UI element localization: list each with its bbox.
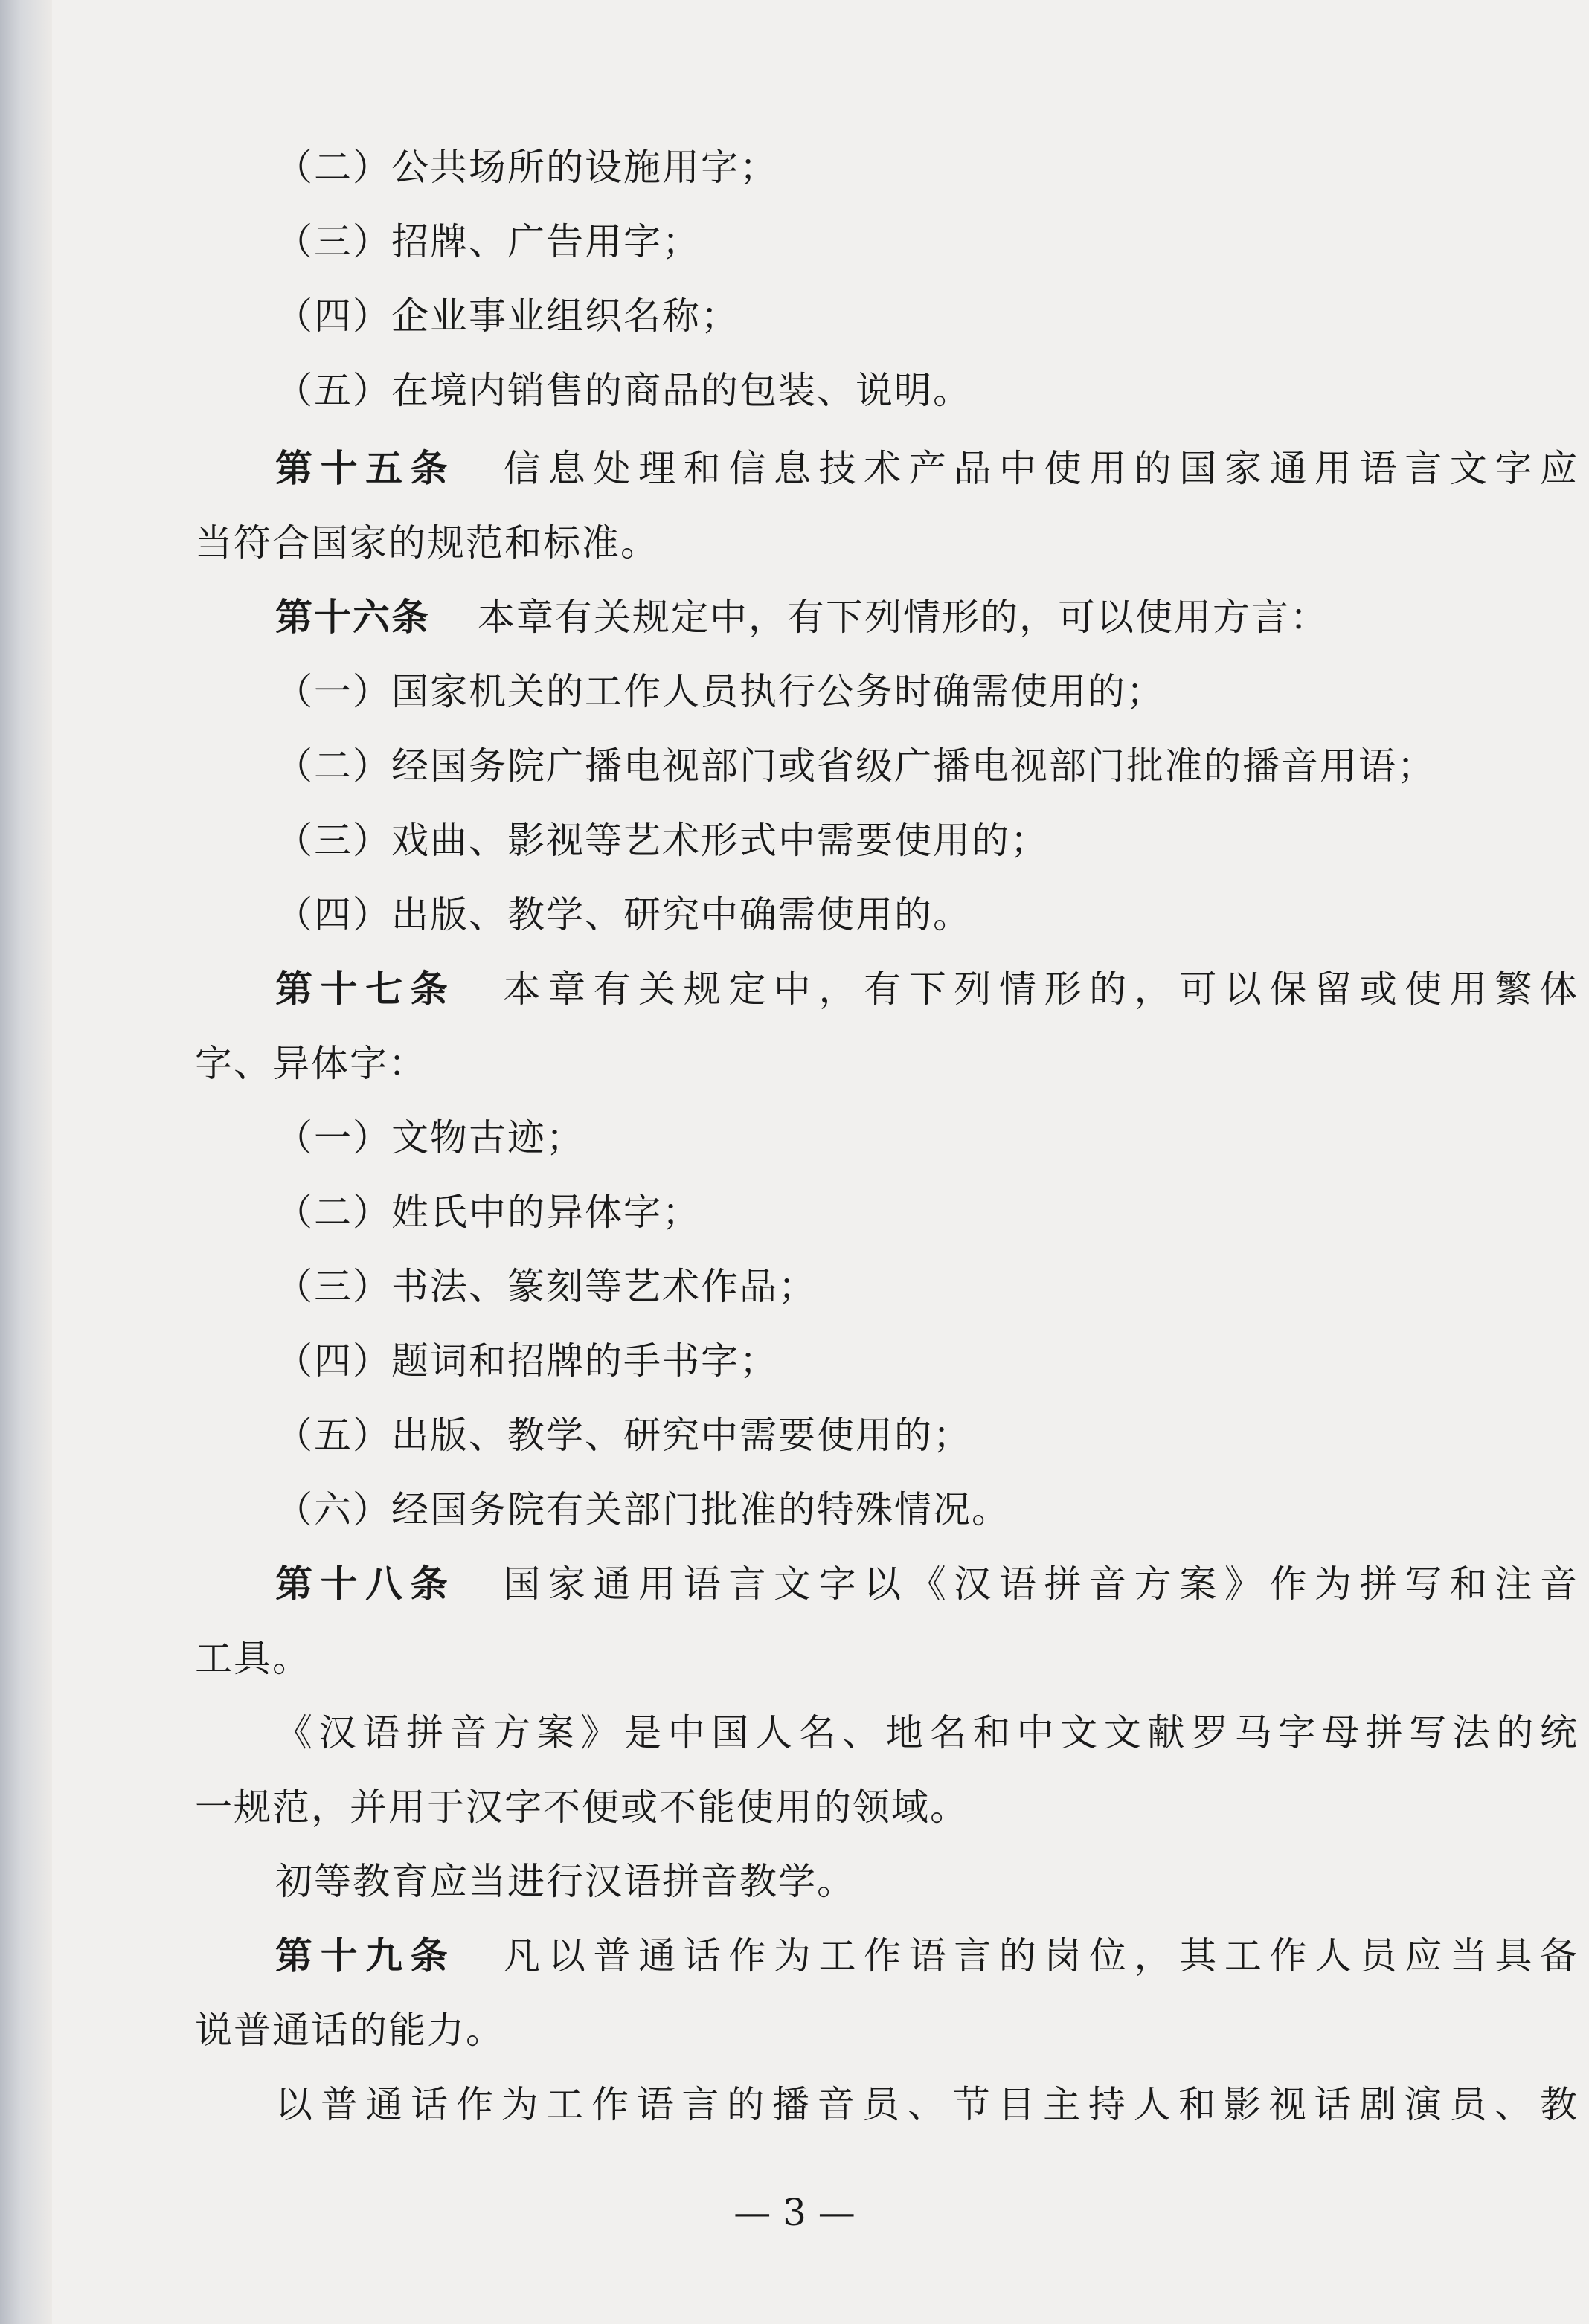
clause-line: （五）在境内销售的商品的包装、说明。 [275,369,972,412]
article-heading: 第十七条 [275,968,456,1011]
clause-line: （一）国家机关的工作人员执行公务时确需使用的； [275,670,1165,713]
article-19-line: 第十九条 凡以普通话作为工作语言的岗位，其工作人员应当具备 [275,1934,1579,1977]
clause-line: （二）公共场所的设施用字； [275,146,778,189]
paragraph-line: 一规范，并用于汉字不便或不能使用的领域。 [195,1786,969,1829]
paragraph-line: 《汉语拼音方案》是中国人名、地名和中文文献罗马字母拼写法的统 [275,1711,1579,1754]
article-heading: 第十五条 [275,447,456,490]
paragraph-line: 初等教育应当进行汉语拼音教学。 [275,1860,856,1903]
clause-line: （六）经国务院有关部门批准的特殊情况。 [275,1488,1010,1531]
clause-line: （四）出版、教学、研究中确需使用的。 [275,893,972,936]
clause-line: （五）出版、教学、研究中需要使用的； [275,1414,972,1457]
paragraph-line: 当符合国家的规范和标准。 [195,521,659,564]
paragraph-line: 说普通话的能力。 [195,2009,504,2052]
clause-line: （三）戏曲、影视等艺术形式中需要使用的； [275,819,1049,862]
article-16-line: 第十六条 本章有关规定中，有下列情形的，可以使用方言： [275,596,1329,639]
article-15-line: 第十五条 信息处理和信息技术产品中使用的国家通用语言文字应 [275,447,1579,490]
paragraph-line: 字、异体字： [195,1042,427,1085]
article-18-line: 第十八条 国家通用语言文字以《汉语拼音方案》作为拼写和注音 [275,1562,1579,1606]
clause-line: （三）书法、篆刻等艺术作品； [275,1265,817,1308]
article-17-line: 第十七条 本章有关规定中，有下列情形的，可以保留或使用繁体 [275,968,1579,1011]
article-heading: 第十九条 [275,1934,456,1977]
page-number: — 3 — [733,2191,856,2234]
article-heading: 第十六条 [275,596,430,639]
clause-line: （四）企业事业组织名称； [275,294,739,338]
clause-line: （二）经国务院广播电视部门或省级广播电视部门批准的播音用语； [275,744,1436,788]
clause-line: （三）招牌、广告用字； [275,220,701,263]
paragraph-line: 工具。 [195,1637,311,1680]
article-heading: 第十八条 [275,1562,456,1606]
clause-line: （四）题词和招牌的手书字； [275,1339,778,1383]
clause-line: （二）姓氏中的异体字； [275,1191,701,1234]
paragraph-line: 以普通话作为工作语言的播音员、节目主持人和影视话剧演员、教 [275,2083,1579,2126]
clause-line: （一）文物古迹； [275,1116,585,1159]
